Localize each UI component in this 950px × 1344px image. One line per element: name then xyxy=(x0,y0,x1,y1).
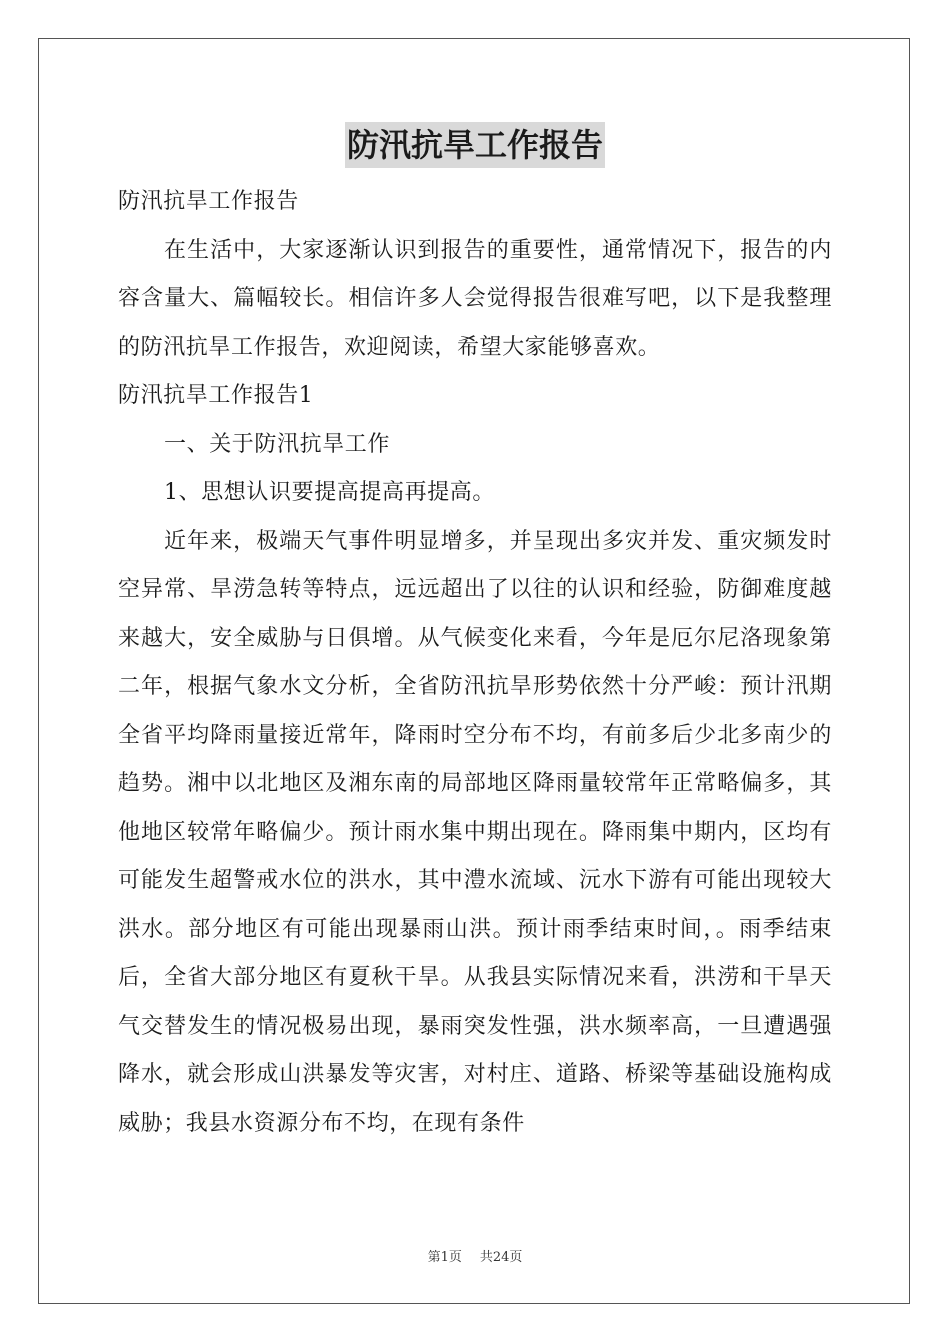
page-number: 第1页 xyxy=(427,1250,462,1265)
point-heading: 1、思想认识要提高提高再提高。 xyxy=(164,480,495,505)
section-heading: 防汛抗旱工作报告1 xyxy=(118,383,314,408)
document-title: 防汛抗旱工作报告 xyxy=(345,122,605,168)
subsection-heading: 一、关于防汛抗旱工作 xyxy=(164,431,391,457)
subtitle-paragraph: 防汛抗旱工作报告 xyxy=(118,189,299,214)
page-footer xyxy=(0,1246,950,1265)
total-pages: 共24页 xyxy=(479,1250,523,1265)
title-container xyxy=(0,122,950,168)
intro-paragraph: 在生活中，大家逐渐认识到报告的重要性，通常情况下，报告的内容含量大、篇幅较长。相信许多人会觉得报告很难写吧，以下是我整理的防汛抗旱工作报告，欢迎阅读，希望大家能够喜欢。 xyxy=(118,237,832,360)
document-body xyxy=(118,178,832,1148)
body-paragraph: 近年来，极端天气事件明显增多，并呈现出多灾并发、重灾频发时空异常、旱涝急转等特点，远远超出了以往的认识和经验，防御难度越来越大，安全威胁与日俱增。从气候变化来看，今年是厄尔尼洛现象第二年，根据气象水文分析，全省防汛抗旱形势依然十分严峻：预计汛期全省平均降雨量接近常年，降雨时空分布不均，有前多后少北多南少的趋势。湘中以北地区及湘东南的局部地区降雨量较常年正常略偏多，其他地区较常年略偏少。预计雨水集中期出现在。降雨集中期内，区均有可能发生超警戒水位的洪水，其中澧水流域、沅水下游有可能出现较大洪水。部分地区有可能出现暴雨山洪。预计雨季结束时间，。雨季结束后，全省大部分地区有夏秋干旱。从我县实际情况来看，洪涝和干旱天气交替发生的情况极易出现，暴雨突发性强，洪水频率高，一旦遭遇强降水，就会形成山洪暴发等灾害，对村庄、道路、桥梁等基础设施构成威胁；我县水资源分布不均，在现有条件 xyxy=(118,528,832,1136)
